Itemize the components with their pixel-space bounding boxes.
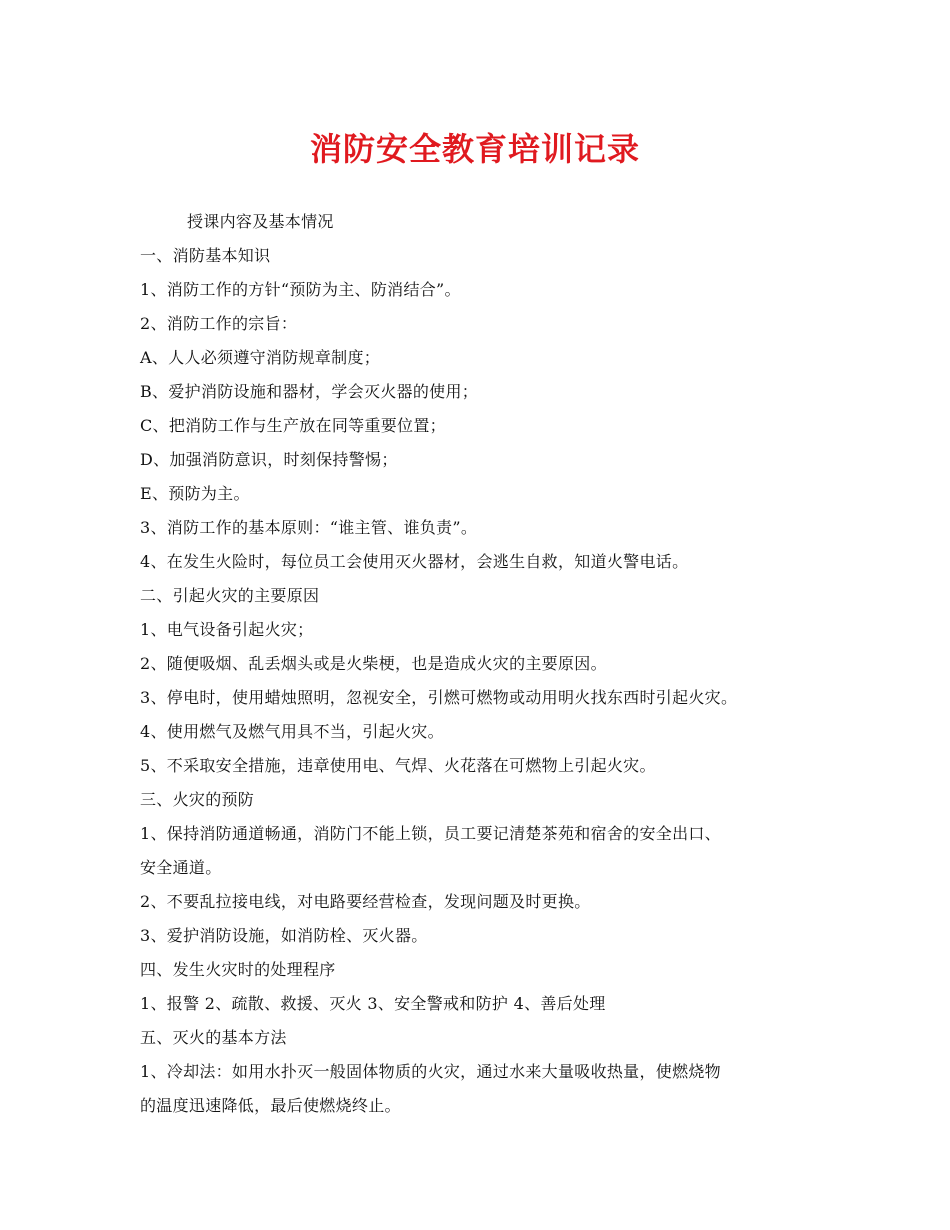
document-body [140,205,820,1123]
section-heading: 三、火灾的预防 [140,790,255,809]
body-line: 4、使用燃气及燃气用具不当，引起火灾。 [140,722,444,741]
body-line: A、人人必须遵守消防规章制度； [140,348,381,367]
body-line: 1、消防工作的方针“预防为主、防消结合”。 [140,280,461,299]
body-line: 的温度迅速降低，最后使燃烧终止。 [140,1096,401,1115]
body-line: 3、消防工作的基本原则：“谁主管、谁负责”。 [140,518,478,537]
section-heading: 二、引起火灾的主要原因 [140,586,320,605]
body-line: 1、电气设备引起火灾； [140,620,314,639]
body-line: D、加强消防意识，时刻保持警惕； [140,450,398,469]
body-line: 4、在发生火险时，每位员工会使用灭火器材，会逃生自救，知道火警电话。 [140,552,689,571]
body-line: 5、不采取安全措施，违章使用电、气焊、火花落在可燃物上引起火灾。 [140,756,656,775]
body-line: 3、停电时，使用蜡烛照明，忽视安全，引燃可燃物或动用明火找东西时引起火灾。 [140,688,738,707]
section-heading: 五、灭火的基本方法 [140,1028,287,1047]
body-line: 1、冷却法：如用水扑灭一般固体物质的火灾，通过水来大量吸收热量，使燃烧物 [140,1062,721,1081]
body-line: 2、不要乱拉接电线，对电路要经营检查，发现问题及时更换。 [140,892,591,911]
body-line: 2、消防工作的宗旨： [140,314,298,333]
section-intro: 授课内容及基本情况 [187,212,334,231]
section-heading: 一、消防基本知识 [140,246,271,265]
body-line: B、爱护消防设施和器材，学会灭火器的使用； [140,382,479,401]
body-line: 1、报警 2、疏散、救援、灭火 3、安全警戒和防护 4、善后处理 [140,994,606,1013]
document-title: 消防安全教育培训记录 [309,130,640,168]
body-line: E、预防为主。 [140,484,250,503]
body-line: 3、爱护消防设施，如消防栓、灭火器。 [140,926,428,945]
body-line: C、把消防工作与生产放在同等重要位置； [140,416,446,435]
body-line: 安全通道。 [140,858,222,877]
body-line: 1、保持消防通道畅通，消防门不能上锁，员工要记清楚茶苑和宿舍的安全出口、 [140,824,721,843]
body-line: 2、随便吸烟、乱丢烟头或是火柴梗，也是造成火灾的主要原因。 [140,654,607,673]
section-heading: 四、发生火灾时的处理程序 [140,960,336,979]
